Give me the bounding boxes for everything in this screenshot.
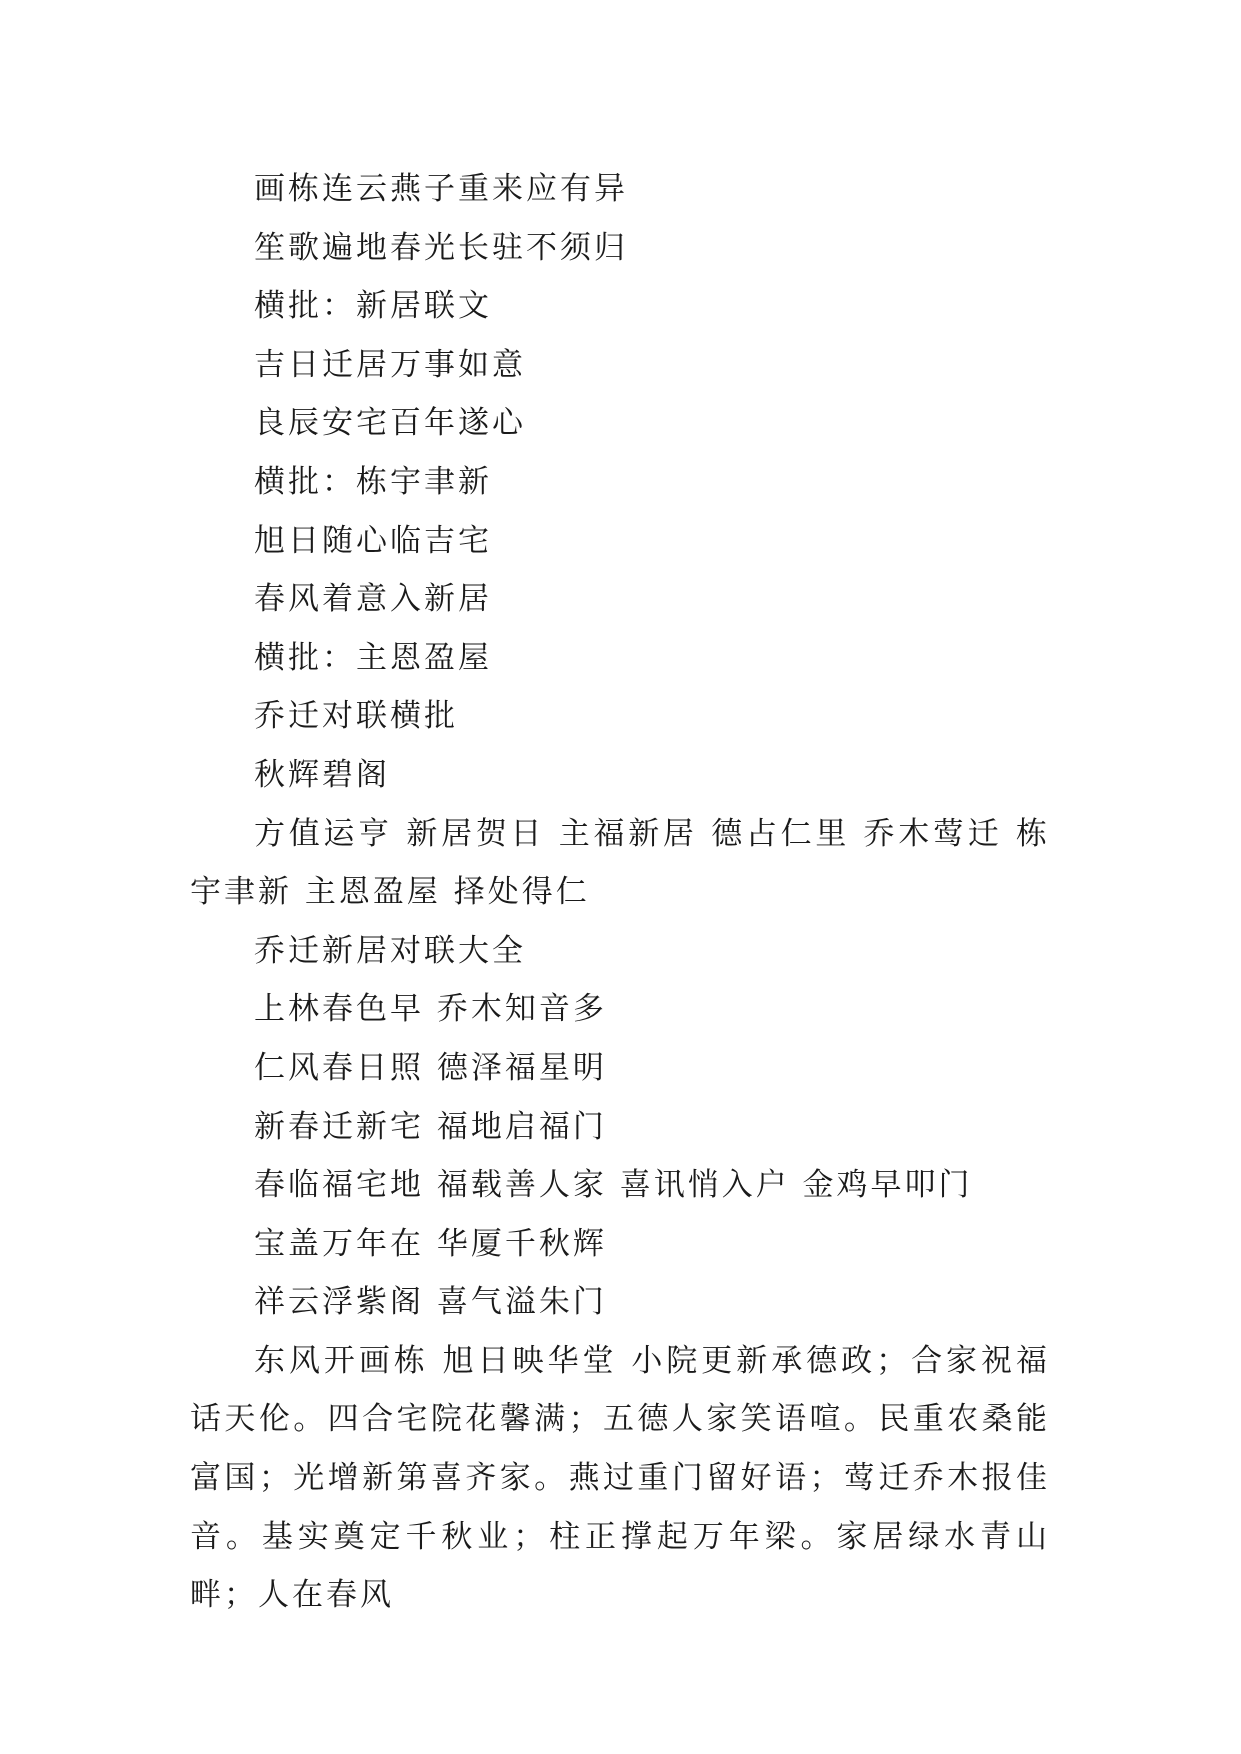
paragraph: 乔迁新居对联大全 xyxy=(254,932,526,969)
paragraph: 横批：栋宇聿新 xyxy=(254,463,492,500)
paragraph: 仁风春日照 德泽福星明 xyxy=(254,1049,607,1086)
paragraph: 祥云浮紫阁 喜气溢朱门 xyxy=(254,1284,607,1321)
paragraph: 宝盖万年在 华厦千秋辉 xyxy=(254,1225,607,1262)
document-body xyxy=(190,160,1050,1625)
paragraph: 东风开画栋 旭日映华堂 小院更新承德政；合家祝福话天伦。四合宅院花馨满；五德人家笑语喧。民重农桑能富国；光增新第喜齐家。燕过重门留好语；莺迁乔木报佳音。基实奠定千秋业；柱正撑起万年梁。家居绿水青山畔；人在春风 xyxy=(190,1342,1050,1614)
paragraph: 乔迁对联横批 xyxy=(254,698,458,735)
paragraph: 春风着意入新居 xyxy=(254,581,492,618)
paragraph: 吉日迁居万事如意 xyxy=(254,346,526,383)
paragraph: 横批：新居联文 xyxy=(254,288,492,325)
paragraph: 秋辉碧阁 xyxy=(254,756,390,793)
paragraph: 横批：主恩盈屋 xyxy=(254,639,492,676)
paragraph: 良辰安宅百年遂心 xyxy=(254,405,526,442)
paragraph: 笙歌遍地春光长驻不须归 xyxy=(254,229,628,266)
paragraph: 上林春色早 乔木知音多 xyxy=(254,991,607,1028)
paragraph: 新春迁新宅 福地启福门 xyxy=(254,1108,607,1145)
paragraph: 画栋连云燕子重来应有异 xyxy=(254,171,628,207)
paragraph: 方值运亨 新居贺日 主福新居 德占仁里 乔木莺迁 栋宇聿新 主恩盈屋 择处得仁 xyxy=(190,815,1050,911)
paragraph: 旭日随心临吉宅 xyxy=(254,522,492,559)
paragraph: 春临福宅地 福载善人家 喜讯悄入户 金鸡早叩门 xyxy=(254,1167,973,1204)
